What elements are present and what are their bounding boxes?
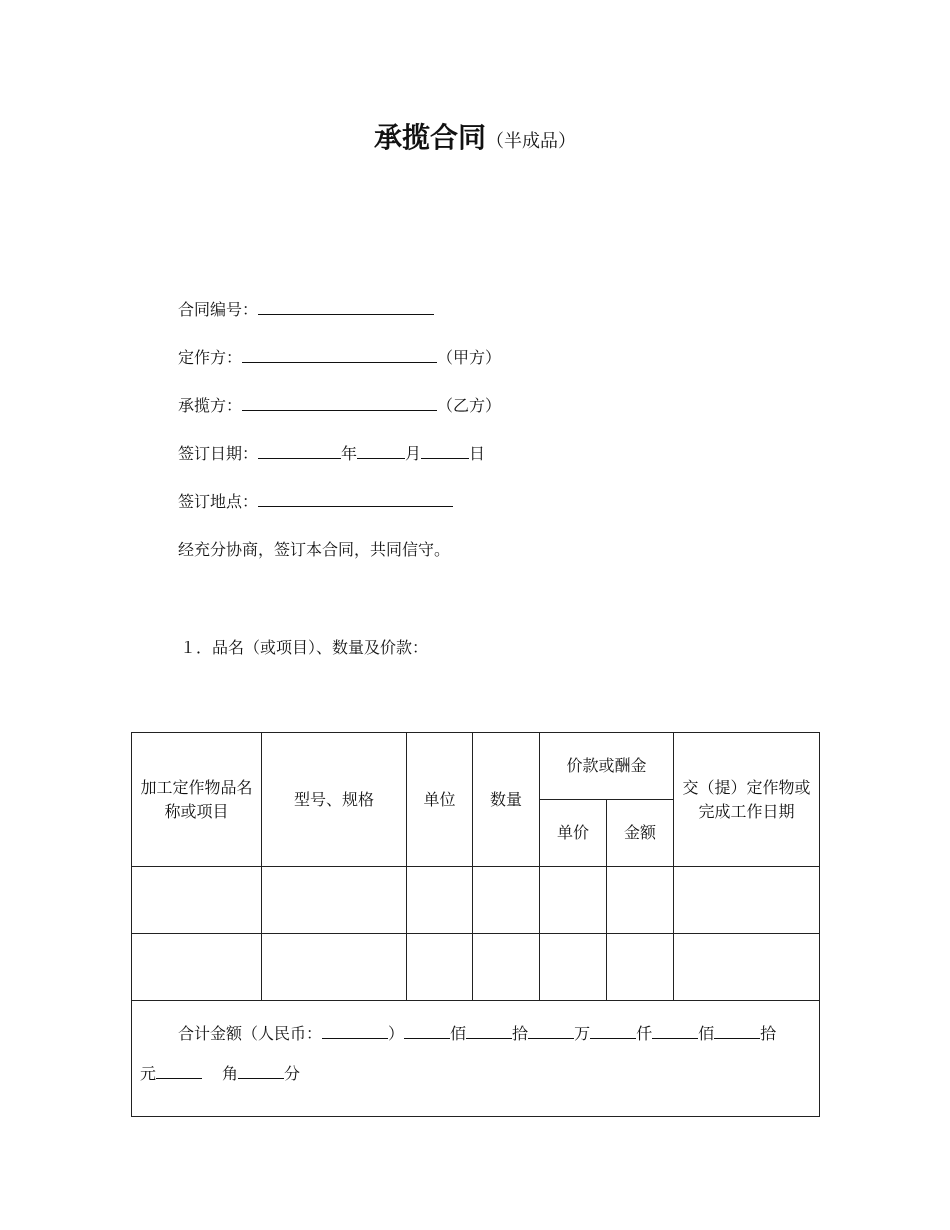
table-cell[interactable] [607,934,674,1001]
contractor-blank[interactable] [242,394,437,411]
header-unit-price: 单价 [540,800,607,867]
year-label: 年 [341,444,358,463]
table-row [132,867,820,934]
table-cell[interactable] [674,934,820,1001]
contract-no-blank[interactable] [258,298,434,315]
table-cell[interactable] [262,867,407,934]
ordering-party-suffix: （甲方） [437,348,502,367]
table-row [132,934,820,1001]
sign-date-field [178,442,485,466]
month-label: 月 [405,444,422,463]
table-cell[interactable] [473,867,540,934]
total-qian: 仟 [636,1024,653,1043]
total-bai-blank[interactable] [404,1022,450,1039]
title-main: 承揽合同 [373,121,486,154]
contract-no-field [178,298,434,322]
total-bai2: 佰 [698,1024,715,1043]
contractor-field [178,394,501,418]
total-rmb-blank[interactable] [322,1022,388,1039]
total-jiao-blank[interactable] [238,1062,284,1079]
total-line-2 [132,1049,819,1089]
total-cell [132,1001,820,1117]
document-title [0,116,950,156]
table-header-row [132,733,820,800]
contractor-label: 承揽方： [178,396,243,415]
table-cell[interactable] [674,867,820,934]
total-yuan: 元 [140,1064,157,1083]
total-wan-blank[interactable] [528,1022,574,1039]
total-line-1 [132,1001,819,1049]
ordering-party-blank[interactable] [242,346,437,363]
total-shi2-blank[interactable] [714,1022,760,1039]
title-sub: （半成品） [486,131,576,152]
total-qian-blank[interactable] [590,1022,636,1039]
section-1-heading: １．品名（或项目）、数量及价款： [180,638,429,657]
sign-place-field [178,490,453,514]
sign-day-blank[interactable] [421,442,469,459]
total-paren-close: ） [388,1024,405,1043]
contractor-suffix: （乙方） [437,396,502,415]
total-shi2: 拾 [760,1024,777,1043]
table-cell[interactable] [473,934,540,1001]
table-cell[interactable] [262,934,407,1001]
ordering-party-field [178,346,501,370]
total-yuan-blank[interactable] [156,1062,202,1079]
table-cell[interactable] [407,867,473,934]
total-row [132,1001,820,1117]
table-cell[interactable] [132,934,262,1001]
header-model-spec: 型号、规格 [262,733,407,867]
table-cell[interactable] [540,867,607,934]
table-cell[interactable] [607,867,674,934]
header-price-group: 价款或酬金 [540,733,674,800]
header-unit: 单位 [407,733,473,867]
contract-no-label: 合同编号： [178,300,259,319]
header-amount: 金额 [607,800,674,867]
table-cell[interactable] [407,934,473,1001]
total-jiao: 角 [222,1064,239,1083]
total-bai: 佰 [450,1024,467,1043]
sign-month-blank[interactable] [357,442,405,459]
sign-date-label: 签订日期： [178,444,259,463]
table-cell[interactable] [540,934,607,1001]
total-label: 合计金额（人民币： [178,1024,323,1043]
sign-place-label: 签订地点： [178,492,259,511]
ordering-party-label: 定作方： [178,348,243,367]
header-delivery-date: 交（提）定作物或完成工作日期 [674,733,820,867]
sign-place-blank[interactable] [258,490,453,507]
table-cell[interactable] [132,867,262,934]
total-shi-blank[interactable] [466,1022,512,1039]
agreement-text: 经充分协商，签订本合同，共同信守。 [178,540,451,559]
total-bai2-blank[interactable] [652,1022,698,1039]
items-table [131,732,820,1117]
header-item-name: 加工定作物品名称或项目 [132,733,262,867]
day-label: 日 [469,444,486,463]
sign-year-blank[interactable] [258,442,341,459]
header-quantity: 数量 [473,733,540,867]
total-fen: 分 [284,1064,301,1083]
total-shi: 拾 [512,1024,529,1043]
total-wan: 万 [574,1024,591,1043]
